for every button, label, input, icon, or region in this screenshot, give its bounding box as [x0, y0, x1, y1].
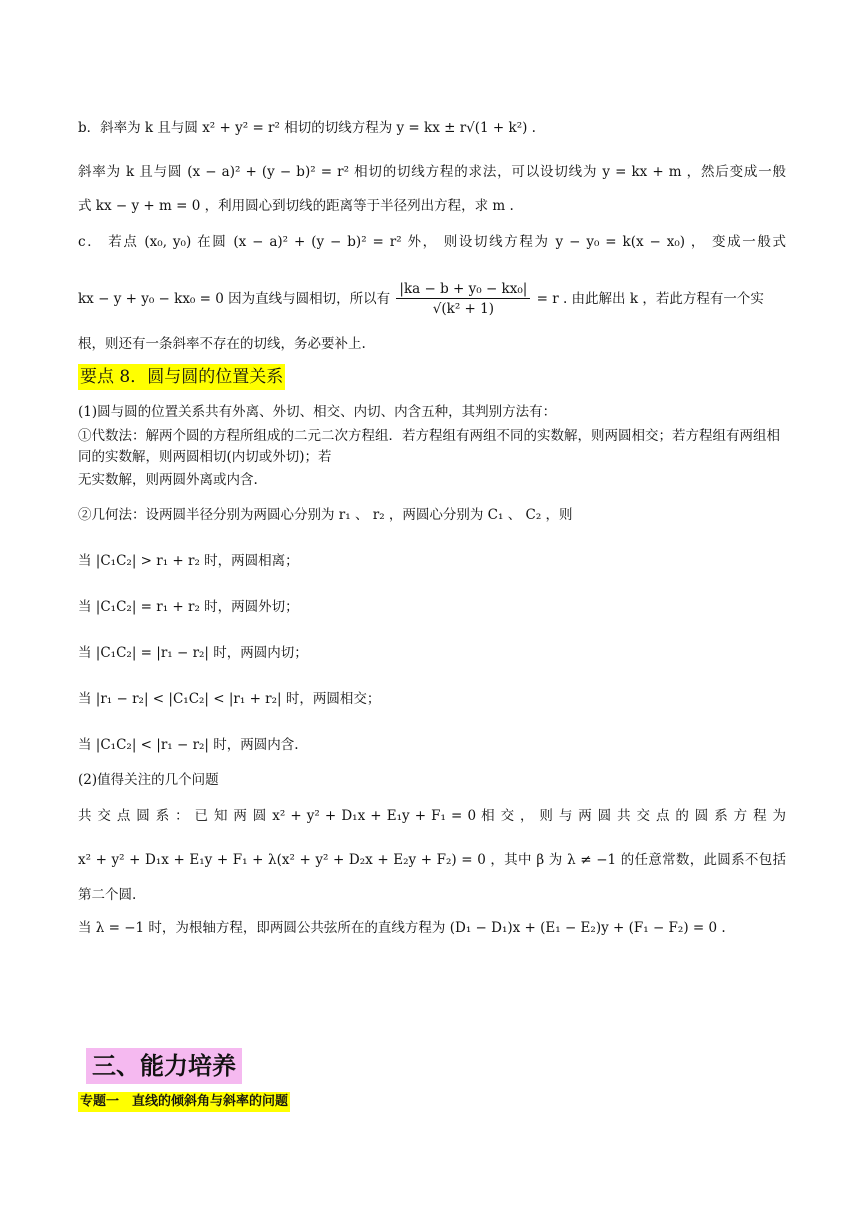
- tangent-case-c-line3: 根，则还有一条斜率不存在的切线，务必要补上.: [78, 336, 366, 352]
- case-internal-tangent: 当 |C₁C₂| = |r₁ − r₂| 时，两圆内切；: [78, 645, 308, 661]
- geometric-method: ②几何法：设两圆半径分别为两圆心分别为 r₁ 、 r₂ ，两圆心分别为 C₁ 、 C₂ ，则: [78, 507, 573, 523]
- tangent-case-b: b．斜率为 k 且与圆 x² + y² = r² 相切的切线方程为 y = kx ± r√(1 + k²) .: [78, 120, 536, 136]
- circle-system-line1: 共 交 点 圆 系 ： 已 知 两 圆 x² + y² + D₁x + E₁y + F₁ = 0 相 交 ， 则 与 两 圆 共 交 点 的 圆 系 方 程 为: [78, 808, 786, 824]
- circle-system-line3: 第二个圆.: [78, 887, 137, 903]
- heading-point-8: 要点 8．圆与圆的位置关系: [78, 364, 285, 390]
- tangent-case-c-line2: [78, 279, 786, 323]
- circle-relation-intro: (1)圆与圆的位置关系共有外离、外切、相交、内切、内含五种，其判别方法有：: [78, 404, 557, 420]
- fraction-numerator: |ka − b + y₀ − kx₀|: [396, 280, 530, 299]
- tangent-general-method-line1: 斜率为 k 且与圆 (x − a)² + (y − b)² = r² 相切的切线方程的求法，可以设切线为 y = kx + m ，然后变成一般: [78, 164, 786, 180]
- distance-condition-text: kx − y + y₀ − kx₀ = 0 因为直线与圆相切，所以有: [78, 291, 391, 307]
- tangent-general-method-line2: 式 kx − y + m = 0 ，利用圆心到切线的距离等于半径列出方程，求 m .: [78, 198, 514, 214]
- radical-axis: 当 λ = −1 时，为根轴方程，即两圆公共弦所在的直线方程为 (D₁ − D₁)x + (E₁ − E₂)y + (F₁ − F₂) = 0 .: [78, 920, 726, 936]
- case-external-tangent: 当 |C₁C₂| = r₁ + r₂ 时，两圆外切；: [78, 599, 299, 615]
- circle-system-line2: x² + y² + D₁x + E₁y + F₁ + λ(x² + y² + D₂x + E₂y + F₂) = 0 ，其中 β 为 λ ≠ −1 的任意常数，此圆系不包括: [78, 852, 786, 868]
- algebraic-method: ①代数法：解两个圆的方程所组成的二元二次方程组．若方程组有两组不同的实数解，则两圆相交；若方程组有两组相同的实数解，则两圆相切(内切或外切)；若: [78, 428, 780, 465]
- topic-heading-1: 专题一 直线的倾斜角与斜率的问题: [78, 1092, 290, 1112]
- case-intersect: 当 |r₁ − r₂| < |C₁C₂| < |r₁ + r₂| 时，两圆相交；: [78, 691, 381, 707]
- case-contained: 当 |C₁C₂| < |r₁ − r₂| 时，两圆内含.: [78, 737, 299, 753]
- tangent-case-c-line1: c． 若点 (x₀, y₀) 在圆 (x − a)² + (y − b)² = r² 外， 则设切线方程为 y − y₀ = k(x − x₀) ， 变成一般式: [78, 234, 786, 250]
- solve-k-text: = r . 由此解出 k ，若此方程有一个实: [536, 291, 764, 307]
- fraction-denominator: √(k² + 1): [432, 301, 494, 317]
- algebraic-method-cont: 无实数解，则两圆外离或内含.: [78, 472, 258, 488]
- distance-fraction: [396, 280, 530, 319]
- case-separate: 当 |C₁C₂| > r₁ + r₂ 时，两圆相离；: [78, 553, 299, 569]
- section-heading-ability: 三、能力培养: [86, 1048, 242, 1084]
- notable-issues: (2)值得关注的几个问题: [78, 772, 219, 788]
